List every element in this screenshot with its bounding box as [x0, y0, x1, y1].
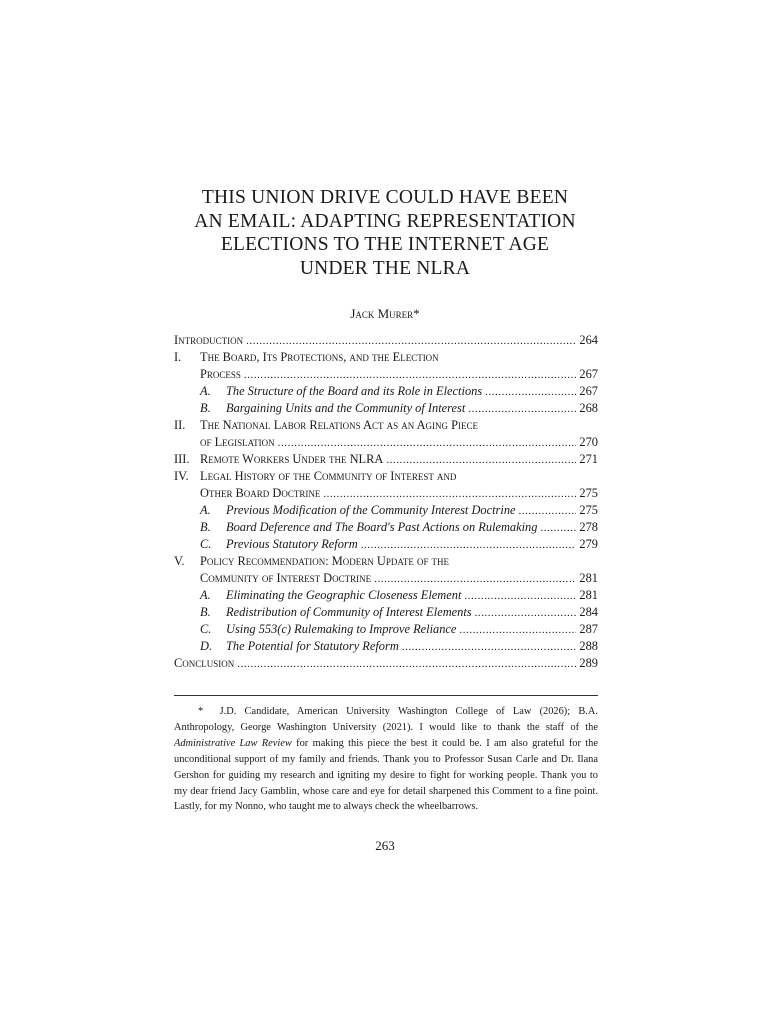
author-name: Jack Murer*: [350, 306, 420, 321]
toc-page-number: 287: [579, 622, 598, 636]
toc-page-number: 281: [579, 588, 598, 602]
toc-leader-dots: [519, 502, 577, 520]
toc-page-number: 270: [579, 435, 598, 449]
toc-leader-dots: [468, 400, 576, 418]
toc-label: The National Labor Relations Act as an Aging Piece: [200, 418, 479, 432]
toc-label: The Board, Its Protections, and the Election: [200, 350, 439, 364]
title-line: UNDER THE NLRA: [299, 257, 471, 279]
footnote-text-cont: for making this piece the best it could be. I am also grateful for the unconditional support of my family and friends. Thank you to Professor Susan Carle and Dr. Ilana Gershon for guiding my research and igniting my desire to fight for working people. Thank you to my dear friend Jacy Gamblin, whose care and eye for detail sharpened this Comment to a fine point. Lastly, for my Nonno, who taught me to always check the wheelbarrows.: [174, 737, 598, 813]
toc-label: Community of Interest Doctrine: [200, 571, 372, 585]
toc-page-number: 267: [579, 367, 598, 381]
toc-label: of Legislation: [200, 435, 275, 449]
toc-page-number: 288: [579, 639, 598, 653]
toc-entry: [174, 655, 598, 672]
toc-page-number: 268: [579, 401, 598, 415]
toc-leader-dots: [459, 621, 576, 639]
toc-section-number: V.: [174, 554, 185, 568]
toc-entry: [174, 502, 598, 519]
toc-entry: [174, 434, 598, 451]
toc-page-number: 278: [579, 520, 598, 534]
toc-entry: [174, 621, 598, 638]
toc-entry: [174, 587, 598, 604]
table-of-contents: [174, 332, 598, 672]
toc-entry: [174, 332, 598, 349]
toc-leader-dots: [374, 570, 576, 588]
toc-page-number: 267: [579, 384, 598, 398]
toc-leader-dots: [361, 536, 577, 554]
toc-entry: [174, 366, 598, 383]
toc-label: Eliminating the Geographic Closeness Element: [226, 588, 462, 602]
toc-subsection-letter: A.: [200, 384, 211, 398]
toc-section-number: III.: [174, 452, 190, 466]
toc-label: Legal History of the Community of Interest and: [200, 469, 457, 483]
footnote-marker: *: [198, 706, 204, 717]
toc-label: Remote Workers Under the NLRA: [200, 452, 384, 466]
toc-page-number: 271: [579, 452, 598, 466]
toc-label: Redistribution of Community of Interest Elements: [226, 605, 472, 619]
page-number: 263: [375, 838, 395, 853]
footnote-journal-name: Administrative Law Review: [174, 737, 292, 749]
toc-section-number: I.: [174, 350, 182, 364]
toc-label: Other Board Doctrine: [200, 486, 321, 500]
toc-subsection-letter: D.: [200, 639, 213, 653]
toc-subsection-letter: B.: [200, 401, 211, 415]
toc-subsection-letter: B.: [200, 605, 211, 619]
toc-entry: [174, 349, 598, 366]
toc-entry: [174, 519, 598, 536]
toc-entry: [174, 383, 598, 400]
toc-leader-dots: [540, 519, 576, 537]
footnote-text: J.D. Candidate, American University Washington College of Law (2026); B.A. Anthropology, George Washington University (2021). I would like to thank the staff of the: [174, 706, 598, 733]
title-line: AN EMAIL: ADAPTING REPRESENTATION: [194, 210, 576, 232]
toc-page-number: 284: [579, 605, 598, 619]
article-title: [150, 186, 620, 280]
toc-entry: [174, 451, 598, 468]
toc-page-number: 264: [579, 333, 598, 347]
toc-subsection-letter: A.: [200, 503, 211, 517]
toc-label: The Structure of the Board and its Role in Elections: [226, 384, 483, 398]
toc-subsection-letter: A.: [200, 588, 211, 602]
toc-leader-dots: [237, 655, 576, 673]
toc-entry: [174, 570, 598, 587]
toc-entry: [174, 553, 598, 570]
title-line: ELECTIONS TO THE INTERNET AGE: [220, 234, 550, 255]
toc-page-number: 279: [579, 537, 598, 551]
toc-page-number: 289: [579, 656, 598, 670]
toc-entry: [174, 485, 598, 502]
toc-page-number: 275: [579, 503, 598, 517]
toc-leader-dots: [475, 604, 577, 622]
toc-label: Conclusion: [174, 656, 235, 670]
toc-label: Introduction: [174, 333, 244, 347]
toc-leader-dots: [244, 366, 577, 384]
toc-leader-dots: [278, 434, 577, 452]
toc-label: Previous Modification of the Community Interest Doctrine: [226, 503, 516, 517]
toc-leader-dots: [464, 587, 576, 605]
author-footnote: [174, 704, 598, 815]
toc-leader-dots: [485, 383, 576, 401]
toc-label: Board Deference and The Board's Past Actions on Rulemaking: [226, 520, 538, 534]
footnote-separator: [174, 695, 598, 696]
toc-entry: [174, 604, 598, 621]
toc-entry: [174, 400, 598, 417]
toc-label: Process: [200, 367, 241, 381]
toc-subsection-letter: B.: [200, 520, 211, 534]
toc-leader-dots: [402, 638, 577, 656]
toc-leader-dots: [323, 485, 576, 503]
toc-section-number: IV.: [174, 469, 189, 483]
toc-label: Bargaining Units and the Community of Interest: [226, 401, 466, 415]
toc-section-number: II.: [174, 418, 186, 432]
toc-label: The Potential for Statutory Reform: [226, 639, 399, 653]
toc-label: Using 553(c) Rulemaking to Improve Reliance: [226, 622, 457, 636]
toc-entry: [174, 536, 598, 553]
toc-page-number: 275: [579, 486, 598, 500]
toc-entry: [174, 417, 598, 434]
title-line: THIS UNION DRIVE COULD HAVE BEEN: [201, 187, 569, 208]
toc-entry: [174, 468, 598, 485]
toc-page-number: 281: [579, 571, 598, 585]
toc-subsection-letter: C.: [200, 537, 212, 551]
toc-label: Previous Statutory Reform: [226, 537, 358, 551]
toc-subsection-letter: C.: [200, 622, 212, 636]
toc-leader-dots: [386, 451, 576, 469]
toc-entry: [174, 638, 598, 655]
toc-label: Policy Recommendation: Modern Update of the: [200, 554, 450, 568]
toc-leader-dots: [246, 332, 576, 350]
